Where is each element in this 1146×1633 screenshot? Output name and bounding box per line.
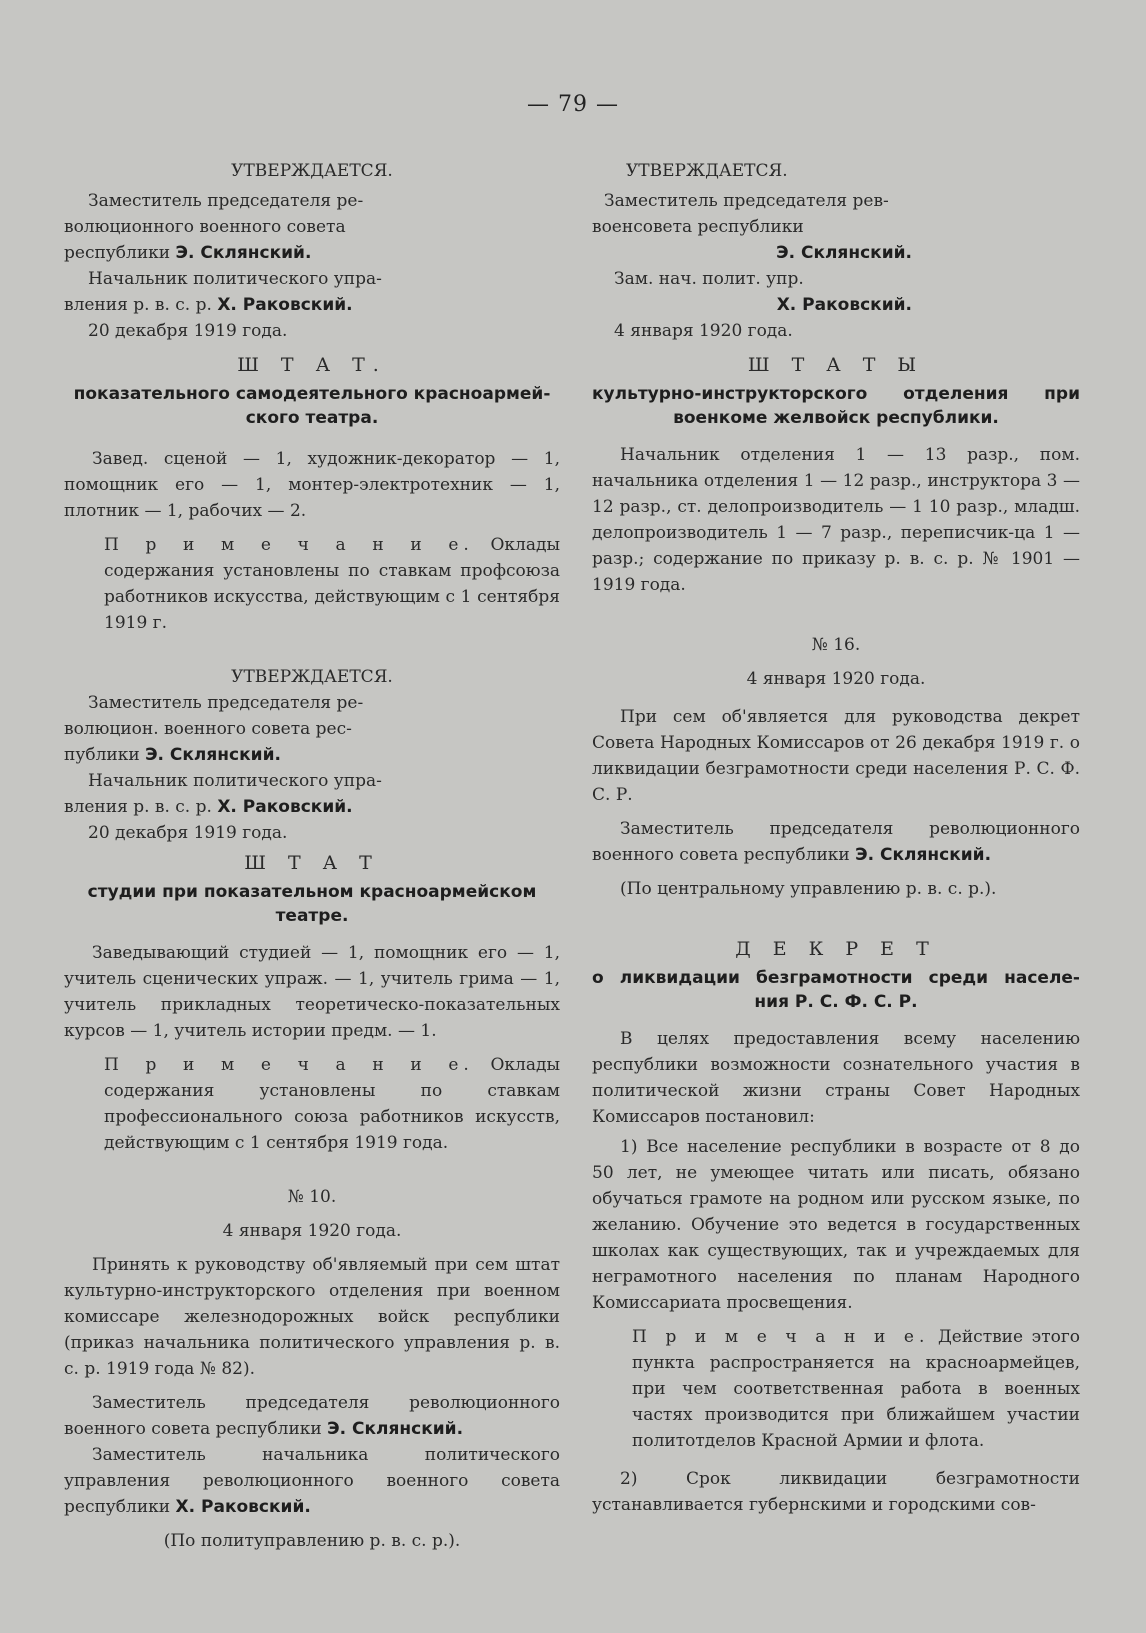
right-paragraph-r14 [592, 704, 1080, 808]
left-paragraph-l1 [64, 158, 560, 184]
text-run: (По политуправлению р. в. с. р.). [163, 1531, 461, 1551]
right-paragraph-r15 [592, 816, 1080, 868]
text-run: Начальник политического упра- [88, 269, 382, 289]
text-run: республики [64, 243, 176, 263]
text-run: 4 января 1920 года. [222, 1221, 402, 1241]
page-number: — 79 — [527, 92, 619, 117]
right-paragraph-r10 [592, 406, 1080, 430]
left-paragraph-l3 [64, 214, 560, 240]
text-run: Завед. сценой — 1, художник-декоратор — 1, помощник его — 1, монтер-электротехник — 1, плотник — 1, рабочих — 2. [64, 449, 560, 521]
text-run: 4 января 1920 года. [614, 321, 793, 341]
text-run: Заместитель председателя революционного военного совета республики [592, 819, 1080, 865]
right-paragraph-r23 [592, 1466, 1080, 1518]
signature-name: Э. Склянский. [175, 243, 312, 263]
text-run: Действие этого пункта распространяется на красноармейцев, при чем соответственная работа в военных частях производится при ближайшем участии политотделов Красной Армии и флота. [632, 1327, 1080, 1451]
text-run: № 16. [811, 635, 861, 655]
right-paragraph-r8 [592, 352, 1080, 378]
signature-name: Х. Раковский. [217, 797, 353, 817]
text-run: 20 декабря 1919 года. [88, 823, 288, 843]
left-paragraph-l18 [64, 794, 560, 820]
text-run: (По центральному управлению р. в. с. р.). [620, 879, 997, 899]
left-paragraph-l24 [64, 1052, 560, 1156]
left-paragraph-l8 [64, 352, 560, 378]
text-run: П р и м е ч а н и е. [104, 535, 474, 555]
text-run: УТВЕРЖДАЕТСЯ. [231, 667, 393, 687]
right-paragraph-r3 [592, 214, 1080, 240]
signature-name: Э. Склянский. [327, 1419, 464, 1439]
left-paragraph-l6 [64, 292, 560, 318]
left-paragraph-l20 [64, 850, 560, 876]
text-run: о ликвидации безграмотности среди населе- [592, 968, 1080, 988]
left-paragraph-l12 [64, 532, 560, 636]
left-paragraph-l28 [64, 1390, 560, 1442]
text-run: театре. [275, 906, 349, 926]
right-paragraph-r19 [592, 990, 1080, 1014]
text-run: 20 декабря 1919 года. [88, 321, 288, 341]
text-run: 4 января 1920 года. [746, 669, 926, 689]
text-run: волюционного военного совета [64, 217, 346, 237]
text-run: студии при показательном красноармейском [87, 882, 537, 902]
text-run: Начальник политического упра- [88, 771, 382, 791]
right-paragraph-r6 [592, 292, 1080, 318]
right-paragraph-r1 [592, 158, 1080, 184]
text-run: Заведывающий студией — 1, помощник его — 1, учитель сценических упраж. — 1, учитель грима — 1, учитель прикладных теоретическо-показательных курсов — 1, учитель истории предм. — 1. [64, 943, 560, 1041]
right-paragraph-r20 [592, 1026, 1080, 1130]
right-column [592, 150, 1080, 1518]
right-paragraph-r9 [592, 382, 1080, 406]
text-run: ского театра. [245, 408, 379, 428]
signature-name: Э. Склянский. [855, 845, 992, 865]
text-run: военсовета республики [592, 217, 804, 237]
right-paragraph-r4 [592, 240, 1080, 266]
signature-name: Э. Склянский. [776, 243, 912, 263]
left-paragraph-l2 [64, 188, 560, 214]
text-run: Ш Т А Т. [237, 354, 387, 376]
text-run: Заместитель председателя ре- [88, 191, 364, 211]
text-run: П р и м е ч а н и е. [632, 1327, 930, 1347]
left-paragraph-l26 [64, 1218, 560, 1244]
left-paragraph-l10 [64, 406, 560, 430]
left-paragraph-l16 [64, 742, 560, 768]
text-run: Ш Т А Т [244, 852, 380, 874]
text-run: культурно-инструкторского отделения при [592, 384, 1080, 404]
text-run: Оклады содержания установлены по ставкам профсоюза работников искусства, действующим с 1 сентября 1919 г. [104, 535, 560, 633]
text-run: Оклады содержания установлены по ставкам профессионального союза работников искусств, действующим с 1 сентября 1919 года. [104, 1055, 560, 1153]
left-paragraph-l25 [64, 1184, 560, 1210]
left-paragraph-l27 [64, 1252, 560, 1382]
text-run: П р и м е ч а н и е. [104, 1055, 474, 1075]
text-run: Заместитель начальника политического управления революционного военного совета республики [64, 1445, 560, 1517]
signature-name: Х. Раковский. [776, 295, 912, 315]
text-run: Начальник отделения 1 — 13 разр., пом. начальника отделения 1 — 12 разр., инструктора 3 — 12 разр., ст. делопроизводитель — 1 10 разр., младш. делопроизводитель 1 — 7 разр., переписчик-ца 1 — разр.; содержание по приказу р. в. с. р. № 1901 — 1919 года. [592, 445, 1080, 595]
right-paragraph-r11 [592, 442, 1080, 598]
right-paragraph-r17 [592, 936, 1080, 962]
left-paragraph-l11 [64, 446, 560, 524]
left-paragraph-l30 [64, 1528, 560, 1554]
right-paragraph-r16 [592, 876, 1080, 902]
text-run: 1) Все население республики в возрасте от 8 до 50 лет, не умеющее читать или писать, обязано обучаться грамоте на родном или русском языке, по желанию. Обучение это ведется в государственных школах как существующих, так и учреждаемых для неграмотного населения по планам Народного Комиссариата просвещения. [592, 1137, 1080, 1313]
text-run: № 10. [287, 1187, 337, 1207]
text-run: военкоме желвойск республики. [673, 408, 999, 428]
text-run: 2) Срок ликвидации безграмотности устанавливается губернскими и городскими сов- [592, 1469, 1080, 1515]
text-run: УТВЕРЖДАЕТСЯ. [626, 161, 788, 181]
text-run: волюцион. военного совета рес- [64, 719, 352, 739]
right-paragraph-r21 [592, 1134, 1080, 1316]
text-run: показательного самодеятельного красноармей- [73, 384, 551, 404]
signature-name: Э. Склянский. [145, 745, 281, 765]
right-paragraph-r18 [592, 966, 1080, 990]
right-paragraph-r7 [592, 318, 1080, 344]
text-run: Д Е К Р Е Т [735, 938, 937, 960]
left-paragraph-l13 [64, 664, 560, 690]
left-paragraph-l15 [64, 716, 560, 742]
left-paragraph-l4 [64, 240, 560, 266]
left-column [64, 150, 560, 1554]
text-run: Ш Т А Т Ы [747, 354, 925, 376]
right-paragraph-r2 [592, 188, 1080, 214]
text-run: ния Р. С. Ф. С. Р. [754, 992, 918, 1012]
text-run: публики [64, 745, 146, 765]
left-paragraph-l29 [64, 1442, 560, 1520]
left-paragraph-l17 [64, 768, 560, 794]
right-paragraph-r5 [592, 266, 1080, 292]
left-paragraph-l14 [64, 690, 560, 716]
text-run: Заместитель председателя рев- [604, 191, 889, 211]
left-paragraph-l7 [64, 318, 560, 344]
text-run: вления р. в. с. р. [64, 295, 218, 315]
left-paragraph-l9 [64, 382, 560, 406]
text-run: вления р. в. с. р. [64, 797, 218, 817]
left-paragraph-l22 [64, 904, 560, 928]
right-paragraph-r13 [592, 666, 1080, 692]
left-paragraph-l21 [64, 880, 560, 904]
left-paragraph-l19 [64, 820, 560, 846]
text-run: Заместитель председателя ре- [88, 693, 364, 713]
left-paragraph-l23 [64, 940, 560, 1044]
right-paragraph-r12 [592, 632, 1080, 658]
text-run: Зам. нач. полит. упр. [614, 269, 804, 289]
text-run: Принять к руководству об'являемый при сем штат культурно-инструкторского отделения при военном комиссаре железнодорожных войск республики (приказ начальника политического управления р. в. с. р. 1919 года № 82). [64, 1255, 560, 1379]
text-run: Заместитель председателя революционного военного совета республики [64, 1393, 560, 1439]
text-run: При сем об'является для руководства декрет Совета Народных Комиссаров от 26 декабря 1919 г. о ликвидации безграмотности среди населения Р. С. Ф. С. Р. [592, 707, 1080, 805]
signature-name: Х. Раковский. [217, 295, 353, 315]
signature-name: Х. Раковский. [175, 1497, 311, 1517]
right-paragraph-r22 [592, 1324, 1080, 1454]
text-run: В целях предоставления всему населению республики возможности сознательного участия в политической жизни страны Совет Народных Комиссаров постановил: [592, 1029, 1080, 1127]
text-run: УТВЕРЖДАЕТСЯ. [231, 161, 393, 181]
left-paragraph-l5 [64, 266, 560, 292]
